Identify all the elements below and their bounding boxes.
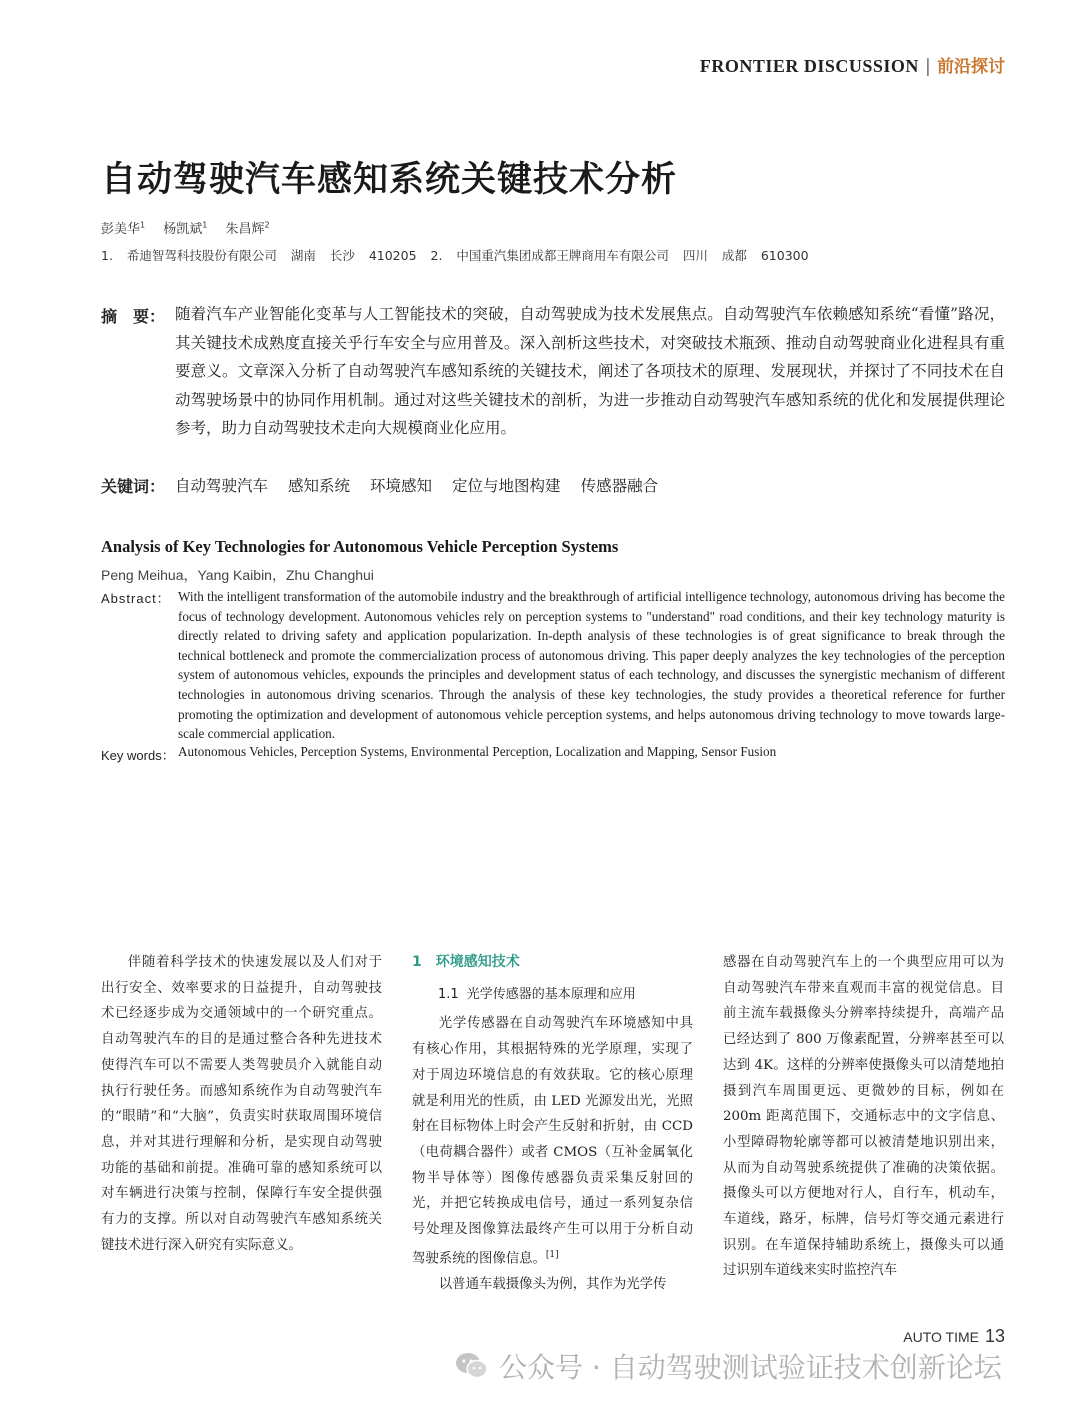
- paragraph: 光学传感器在自动驾驶汽车环境感知中具有核心作用，其根据特殊的光学原理，实现了对于周边环境信息的有效获取。它的核心原理就是利用光的性质，由 LED 光源发出光，光照射在目标物体上时会产生反射和折射，由 CCD（电荷耦合器件）或者 CMOS（互补金属氧化物半导体等）图像传感器负责采集反射回的光，并把它转换成电信号，通过一系列复杂信号处理及图像算法最终产生可以用于分析自动驾驶系统的图像信息。[1]: [412, 1016, 693, 1267]
- paragraph: 伴随着科学技术的快速发展以及人们对于出行安全、效率要求的日益提升，自动驾驶技术已经逐步成为交通领域中的一个研究重点。自动驾驶汽车的目的是通过整合各种先进技术使得汽车可以不需要人类驾驶员介入就能自动执行行驶任务。而感知系统作为自动驾驶汽车的“眼睛”和“大脑”，负责实时获取周围环境信息，并对其进行理解和分析，是实现自动驾驶功能的基础和前提。准确可靠的感知系统可以对车辆进行决策与控制，保障行车安全提供强有力的支撑。所以对自动驾驶汽车感知系统关键技术进行深入研究有实际意义。: [101, 955, 382, 1253]
- section-heading: 1 环境感知技术: [412, 954, 520, 970]
- watermark: [455, 1346, 1002, 1388]
- author: 彭美华$^1$: [101, 220, 146, 237]
- en-abstract-text: With the intelligent transformation of the automobile industry and the breakthrough of artificial intelligence technology, autonomous driving has become the focus of technology development. Autonomous vehicles rely on perception systems to "understand" road conditions, and their key technology maturity is directly related to driving safety and application popularization. In-depth analysis of these technologies is of great significance to break through the technical bottleneck and promote the commercialization process of autonomous driving. This paper deeply analyzes the key technologies of the perception system of autonomous vehicles, expounds the principles and development status of each technology, and discusses the synergistic mechanism of different technologies in autonomous driving scenarios. Through the analysis of these key technologies, the study provides a theoretical reference for further promoting the optimization and development of autonomous vehicle perception systems, and helps autonomous driving technology to move towards large-scale commercial application.: [178, 589, 1005, 742]
- cn-abstract-label: 摘 要：: [101, 307, 166, 326]
- body-column-1: [101, 950, 382, 1258]
- keyword: 环境感知: [370, 477, 433, 495]
- affiliations: 1. 希迪智驾科技股份有限公司 湖南 长沙 410205 2. 中国重汽集团成都王牌商用车有限公司 四川 成都 610300: [101, 248, 809, 263]
- citation: [1]: [545, 1249, 559, 1260]
- cn-keywords: [175, 474, 678, 496]
- cn-abstract-text: 随着汽车产业智能化变革与人工智能技术的突破，自动驾驶成为技术发展焦点。自动驾驶汽车依赖感知系统“看懂”路况，其关键技术成熟度直接关乎行车安全与应用普及。深入剖析这些技术，对突破技术瓶颈、推动自动驾驶商业化进程具有重要意义。文章深入分析了自动驾驶汽车感知系统的关键技术，阐述了各项技术的原理、发展现状，并探讨了不同技术在自动驾驶场景中的协同作用机制。通过对这些关键技术的剖析，为进一步推动自动驾驶汽车感知系统的优化和发展提供理论参考，助力自动驾驶技术走向大规模商业化应用。: [175, 305, 1005, 438]
- page-number: 13: [984, 1326, 1005, 1346]
- author-list: [101, 218, 284, 237]
- keyword: 自动驾驶汽车: [175, 477, 269, 495]
- running-header: [0, 52, 1005, 77]
- body-column-2: [412, 950, 693, 1298]
- subsection-heading: 1.1 光学传感器的基本原理和应用: [438, 986, 636, 1002]
- en-keywords: Autonomous Vehicles, Perception Systems, Environmental Perception, Localization and Mapping, Sensor Fusion: [178, 744, 777, 759]
- watermark-text: 公众号 · 自动驾驶测试验证技术创新论坛: [499, 1351, 1002, 1384]
- page-footer: [903, 1326, 1005, 1347]
- header-section-en: FRONTIER DISCUSSION: [699, 56, 919, 76]
- en-title: Analysis of Key Technologies for Autonomous Vehicle Perception Systems: [101, 537, 619, 556]
- wechat-icon: [455, 1351, 489, 1388]
- author: 杨凯斌$^1$: [163, 220, 208, 237]
- body-column-3: [723, 950, 1004, 1284]
- keyword: 定位与地图构建: [452, 477, 561, 495]
- en-keywords-label: Key words：: [101, 748, 175, 763]
- keyword: 传感器融合: [580, 477, 659, 495]
- paragraph: 感器在自动驾驶汽车上的一个典型应用可以为自动驾驶汽车带来直观而丰富的视觉信息。目前主流车载摄像头分辨率持续提升，高端产品已经达到了 800 万像素配置，分辨率甚至可以达到 4K。这样的分辨率使摄像头可以清楚地拍摄到汽车周围更远、更微妙的目标，例如在 200m 距离范围下，交通标志中的文字信息、小型障碍物轮廓等都可以被清楚地识别出来，从而为自动驾驶系统提供了准确的决策依据。摄像头可以方便地对行人，自行车，机动车，车道线，路牙，标牌，信号灯等交通元素进行识别。在车道保持辅助系统上，摄像头可以通过识别车道线来实时监控汽车: [723, 955, 1004, 1279]
- header-separator: |: [924, 56, 931, 77]
- paragraph: 以普通车载摄像头为例，其作为光学传: [438, 1276, 667, 1292]
- paper-title: 自动驾驶汽车感知系统关键技术分析: [101, 160, 678, 200]
- cn-keywords-label: 关键词：: [101, 477, 166, 496]
- en-authors: Peng Meihua，Yang Kaibin，Zhu Changhui: [101, 567, 374, 583]
- journal-name: AUTO TIME: [903, 1329, 979, 1345]
- en-abstract-label: Abstract：: [101, 591, 171, 606]
- author: 朱昌辉$^2$: [225, 220, 270, 237]
- keyword: 感知系统: [288, 477, 351, 495]
- header-section-cn: 前沿探讨: [937, 57, 1005, 77]
